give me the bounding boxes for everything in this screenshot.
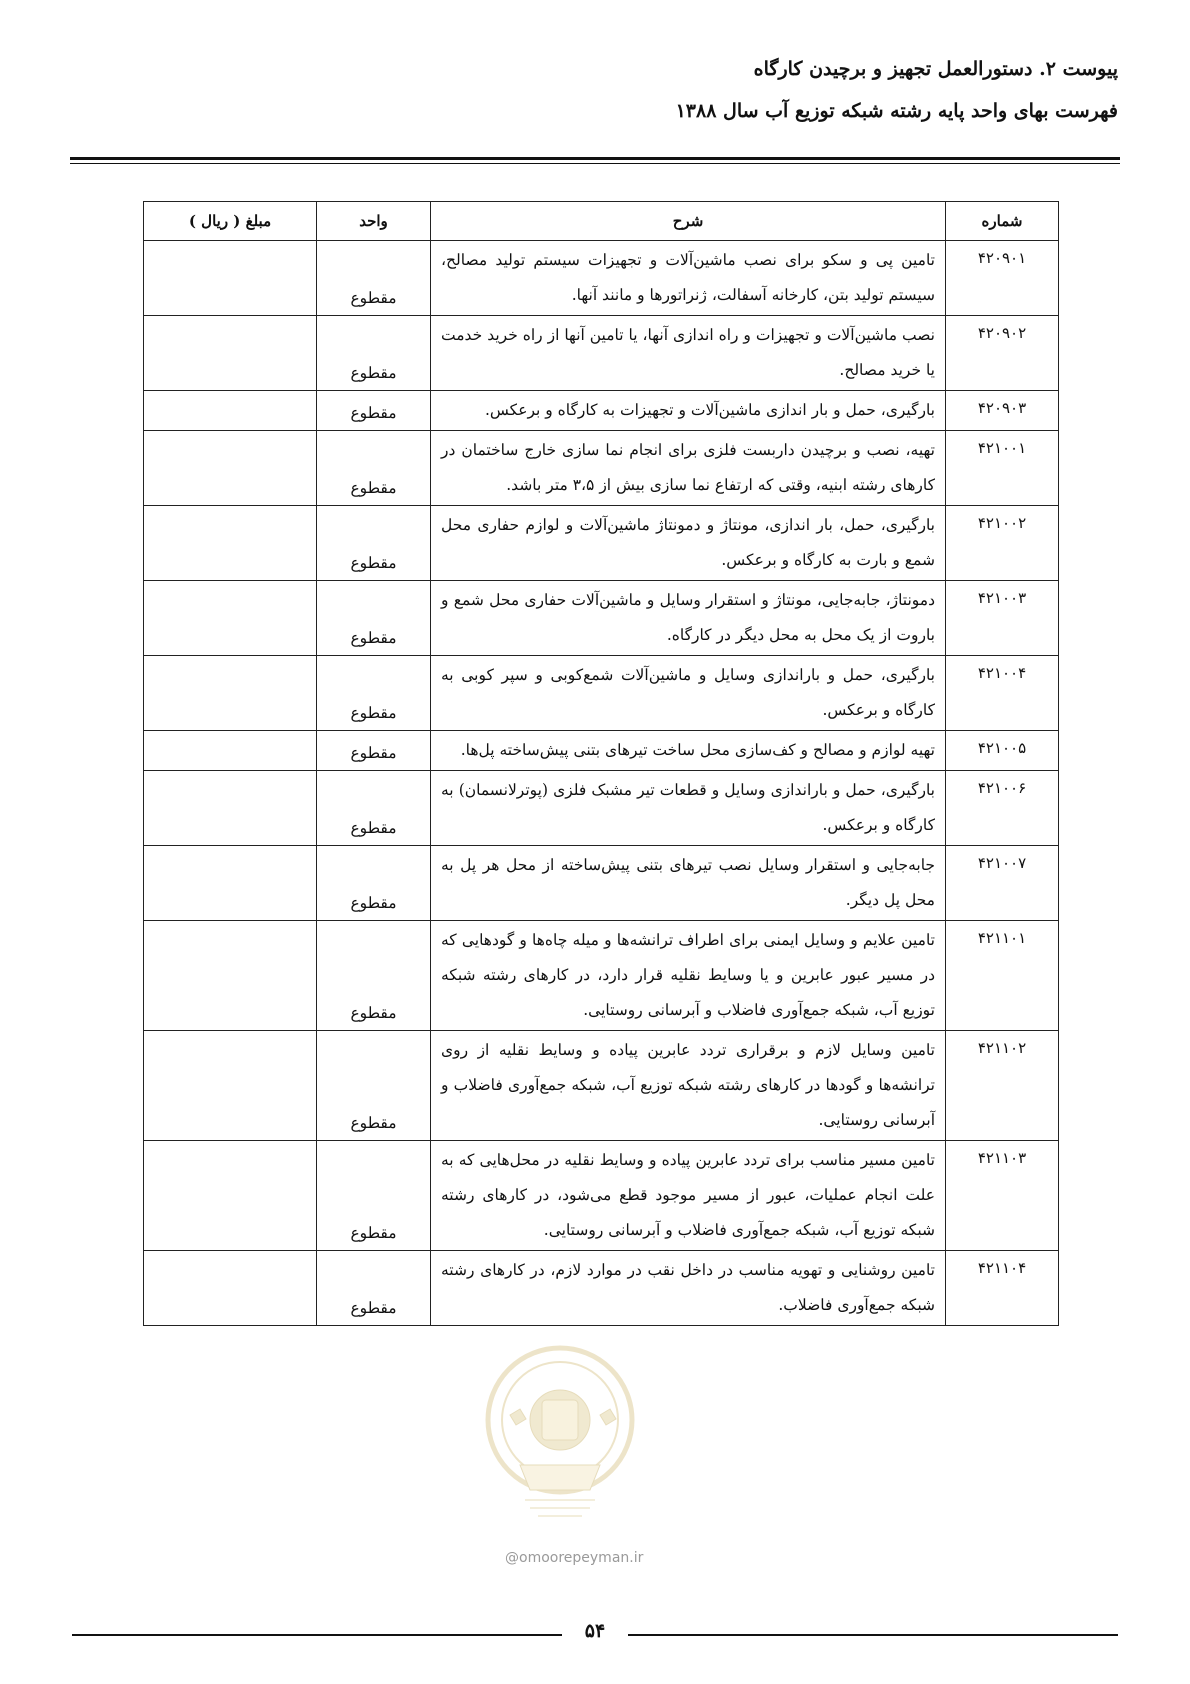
row-number: ۴۲۰۹۰۱ (946, 241, 1059, 316)
row-unit: مقطوع (317, 1141, 431, 1251)
row-number: ۴۲۱۰۰۳ (946, 581, 1059, 656)
table-row (144, 316, 1059, 391)
seal-icon (480, 1305, 640, 1535)
row-amount (144, 241, 317, 316)
column-header-description: شرح (431, 202, 946, 241)
table-body (144, 241, 1059, 1326)
table-row (144, 506, 1059, 581)
header-price-list-title: فهرست بهای واحد پایه رشته شبکه توزیع آب سال ۱۳۸۸ (675, 100, 1118, 122)
watermark-text: @omoorepeyman.ir (505, 1550, 644, 1566)
row-number: ۴۲۱۰۰۱ (946, 431, 1059, 506)
row-description: بارگیری، حمل، بار اندازی، مونتاژ و دمونتاژ ماشین‌آلات و لوازم حفاری محل شمع و بارت به کارگاه و برعکس. (431, 506, 946, 581)
row-description: بارگیری، حمل و باراندازی وسایل و قطعات تیر مشبک فلزی (پوترلانسمان) به کارگاه و برعکس. (431, 771, 946, 846)
row-amount (144, 316, 317, 391)
row-unit: مقطوع (317, 506, 431, 581)
row-unit: مقطوع (317, 656, 431, 731)
row-number: ۴۲۱۱۰۲ (946, 1031, 1059, 1141)
table-row (144, 241, 1059, 316)
row-number: ۴۲۱۰۰۴ (946, 656, 1059, 731)
row-unit: مقطوع (317, 921, 431, 1031)
row-number: ۴۲۱۰۰۷ (946, 846, 1059, 921)
table-row (144, 581, 1059, 656)
footer-rule-right (628, 1634, 1118, 1636)
row-number: ۴۲۰۹۰۳ (946, 391, 1059, 431)
row-number: ۴۲۱۱۰۱ (946, 921, 1059, 1031)
row-description: تامین روشنایی و تهویه مناسب در داخل نقب در موارد لازم، در کارهای رشته شبکه جمع‌آوری فاضلاب. (431, 1251, 946, 1326)
header-rule (70, 157, 1120, 160)
row-amount (144, 921, 317, 1031)
row-unit: مقطوع (317, 431, 431, 506)
row-amount (144, 1031, 317, 1141)
price-table (143, 201, 1059, 1326)
row-unit: مقطوع (317, 1251, 431, 1326)
row-number: ۴۲۱۱۰۴ (946, 1251, 1059, 1326)
page-header (676, 58, 1118, 122)
page-number: ۵۴ (584, 1620, 606, 1642)
row-amount (144, 771, 317, 846)
table-row (144, 921, 1059, 1031)
row-description: بارگیری، حمل و بار اندازی ماشین‌آلات و تجهیزات به کارگاه و برعکس. (431, 391, 946, 431)
table-row (144, 771, 1059, 846)
row-amount (144, 581, 317, 656)
table-header-row (144, 202, 1059, 241)
row-description: تامین علایم و وسایل ایمنی برای اطراف ترانشه‌ها و میله چاه‌ها و گودهایی که در مسیر عبور عابرین و یا وسایط نقلیه قرار دارد، در کارهای رشته شبکه توزیع آب، شبکه جمع‌آوری فاضلاب و آبرسانی روستایی. (431, 921, 946, 1031)
row-number: ۴۲۱۰۰۲ (946, 506, 1059, 581)
row-number: ۴۲۱۰۰۶ (946, 771, 1059, 846)
column-header-unit: واحد (317, 202, 431, 241)
row-description: تامین مسیر مناسب برای تردد عابرین پیاده و وسایط نقلیه در محل‌هایی که به علت انجام عملیات، عبور از مسیر موجود قطع می‌شود، در کارهای رشته شبکه توزیع آب، شبکه جمع‌آوری فاضلاب و آبرسانی روستایی. (431, 1141, 946, 1251)
row-amount (144, 846, 317, 921)
header-appendix-title: پیوست ۲. دستورالعمل تجهیز و برچیدن کارگاه (753, 58, 1118, 80)
table-row (144, 1141, 1059, 1251)
row-amount (144, 656, 317, 731)
row-description: تامین پی و سکو برای نصب ماشین‌آلات و تجهیزات سیستم تولید مصالح، سیستم تولید بتن، کارخانه آسفالت، ژنراتورها و مانند آنها. (431, 241, 946, 316)
row-description: دمونتاژ، جابه‌جایی، مونتاژ و استقرار وسایل و ماشین‌آلات حفاری محل شمع و باروت از یک محل به محل دیگر در کارگاه. (431, 581, 946, 656)
row-amount (144, 431, 317, 506)
row-description: جابه‌جایی و استقرار وسایل نصب تیرهای بتنی پیش‌ساخته از محل هر پل به محل پل دیگر. (431, 846, 946, 921)
row-unit: مقطوع (317, 731, 431, 771)
table-row (144, 1031, 1059, 1141)
row-number: ۴۲۰۹۰۲ (946, 316, 1059, 391)
table-row (144, 731, 1059, 771)
row-unit: مقطوع (317, 241, 431, 316)
row-amount (144, 1141, 317, 1251)
row-amount (144, 731, 317, 771)
footer-rule-left (72, 1634, 562, 1636)
row-unit: مقطوع (317, 846, 431, 921)
row-description: نصب ماشین‌آلات و تجهیزات و راه اندازی آنها، یا تامین آنها از راه خرید خدمت یا خرید مصالح. (431, 316, 946, 391)
row-amount (144, 506, 317, 581)
row-number: ۴۲۱۱۰۳ (946, 1141, 1059, 1251)
row-unit: مقطوع (317, 391, 431, 431)
header-rule-thin (70, 163, 1120, 164)
row-unit: مقطوع (317, 771, 431, 846)
row-unit: مقطوع (317, 581, 431, 656)
table-row (144, 431, 1059, 506)
row-amount (144, 391, 317, 431)
row-description: بارگیری، حمل و باراندازی وسایل و ماشین‌آلات شمع‌کوبی و سپر کوبی به کارگاه و برعکس. (431, 656, 946, 731)
table-row (144, 656, 1059, 731)
row-description: تهیه، نصب و برچیدن داربست فلزی برای انجام نما سازی خارج ساختمان در کارهای رشته ابنیه، وقتی که ارتفاع نما سازی بیش از ۳،۵ متر باشد. (431, 431, 946, 506)
column-header-number: شماره (946, 202, 1059, 241)
row-unit: مقطوع (317, 316, 431, 391)
row-number: ۴۲۱۰۰۵ (946, 731, 1059, 771)
row-amount (144, 1251, 317, 1326)
table-row (144, 391, 1059, 431)
row-description: تهیه لوازم و مصالح و کف‌سازی محل ساخت تیرهای بتنی پیش‌ساخته پل‌ها. (431, 731, 946, 771)
row-unit: مقطوع (317, 1031, 431, 1141)
column-header-amount: مبلغ ( ریال ) (144, 202, 317, 241)
table-row (144, 846, 1059, 921)
row-description: تامین وسایل لازم و برقراری تردد عابرین پیاده و وسایط نقلیه از روی ترانشه‌ها و گودها در کارهای رشته شبکه توزیع آب، شبکه جمع‌آوری فاضلاب و آبرسانی روستایی. (431, 1031, 946, 1141)
